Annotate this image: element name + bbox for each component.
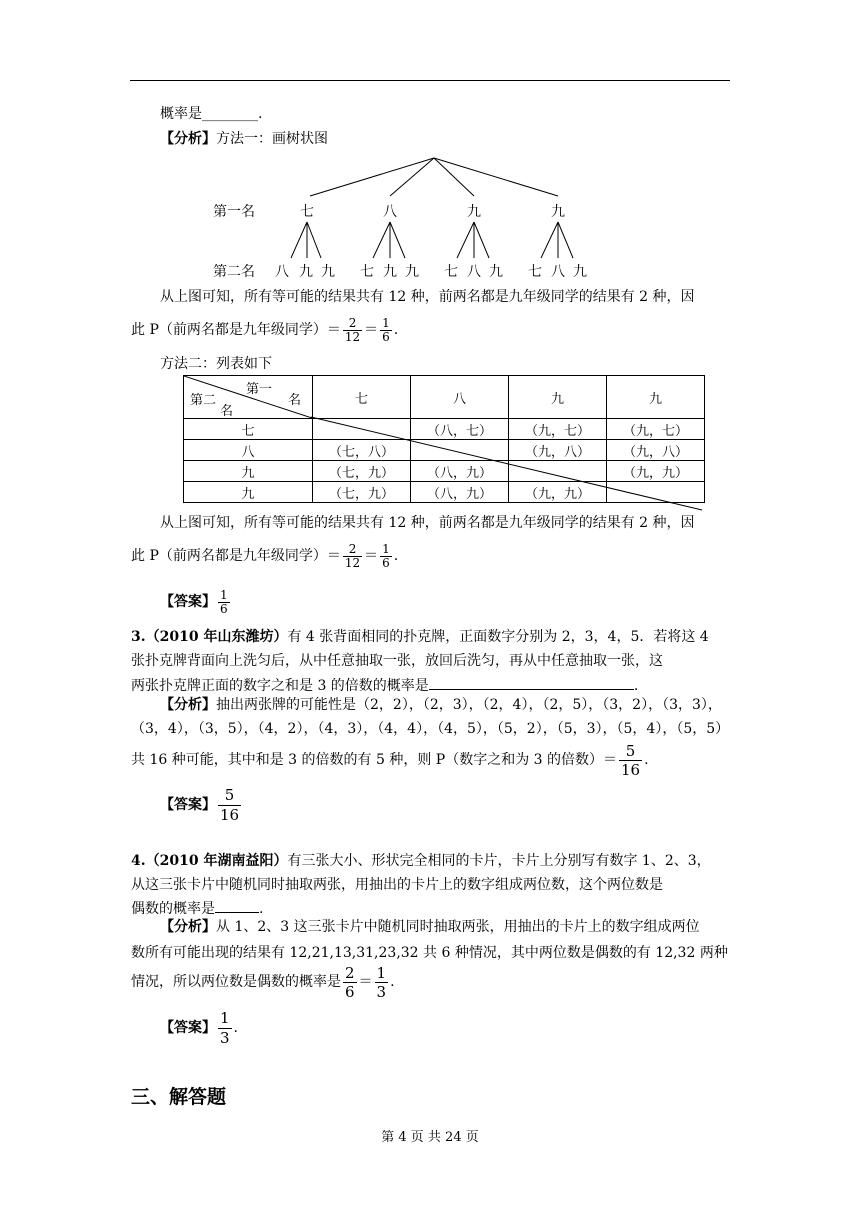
tree-leaf: 七 [528, 264, 542, 280]
q3-answer [160, 785, 243, 825]
q2-table-conclusion-line2: 此 P（前两名都是九年级同学）＝ $\frac{2}{12}$ ＝ $\frac{1}{6}$ . [131, 541, 399, 570]
q3-analysis-line1: 【分析】抽出两张牌的可能性是（2，2），（2，3），（2，4），（2，5），（3，2），（3，3）， [160, 697, 722, 713]
table-col-header: 九 [509, 376, 607, 419]
row-label: 九 [184, 461, 313, 482]
analysis-label: 【分析】 [160, 919, 216, 935]
fraction: $\frac{2}{12}$ [344, 315, 361, 344]
tree-leaf: 八 [551, 264, 565, 280]
q2-answer [160, 585, 232, 619]
q2-conclusion-line1: 从上图可知，所有等可能的结果共有 12 种，前两名都是九年级同学的结果有 2 种，因 [160, 289, 695, 305]
equals: ＝ [364, 322, 379, 338]
table-col-header: 七 [313, 376, 411, 419]
tree-row1-label: 第一名 [213, 204, 255, 220]
tree-leaf: 八 [467, 264, 481, 280]
table-cell: （七，九） [313, 461, 411, 482]
answer-label: 【答案】 [160, 797, 216, 813]
question-number: 3. [131, 629, 146, 645]
tree-leaf: 九 [321, 264, 335, 280]
fraction: $\frac{1}{6}$ [382, 541, 390, 570]
tree-row2-label: 第二名 [213, 264, 255, 280]
fraction: $\frac{1}{6}$ [382, 315, 390, 344]
answer-blank [215, 898, 259, 913]
tree-leaf: 七 [360, 264, 374, 280]
row-label: 九 [184, 482, 313, 503]
tree-leaf: 八 [275, 264, 289, 280]
method-one: 方法一：画树状图 [216, 131, 328, 147]
top-line: 概率是________. [160, 106, 263, 122]
question-number: 4. [131, 853, 146, 869]
q4-analysis-line1: 【分析】从 1、2、3 这三张卡片中随机同时抽取两张，用抽出的卡片上的数字组成两位 [160, 919, 700, 935]
fraction: $\frac{5}{16}$ [621, 741, 641, 779]
table-cell: （九，九） [607, 461, 705, 482]
table-cell: （九，九） [509, 482, 607, 503]
tree-leaf: 九 [383, 264, 397, 280]
table-corner: 第一 名 第二 名 [184, 376, 313, 419]
tree-node: 七 [300, 204, 314, 220]
q4-line2: 从这三张卡片中随机同时抽取两张，用抽出的卡片上的数字组成两位数，这个两位数是 [131, 877, 663, 893]
table-col-header: 八 [411, 376, 509, 419]
table-cell: （八，七） [411, 419, 509, 440]
tree-node: 八 [383, 204, 397, 220]
fraction: $\frac{1}{3}$ [376, 963, 387, 1001]
prob-label: 此 P（前两名都是九年级同学）＝ [131, 322, 341, 338]
q3-analysis-line3: 共 16 种可能，其中和是 3 的倍数的有 5 种，则 P（数字之和为 3 的倍数）＝ $\frac{5}{16}$ . [131, 741, 649, 779]
table-cell: （九，七） [607, 419, 705, 440]
table-cell: （七，九） [313, 482, 411, 503]
table-col-header: 九 [607, 376, 705, 419]
tree-leaf: 九 [489, 264, 503, 280]
q3-line3: 两张扑克牌正面的数字之和是 3 的倍数的概率是 . [131, 675, 638, 696]
q4-analysis-line3: 情况，所以两位数是偶数的概率是 $\frac{2}{6}$ ＝ $\frac{1}{3}$ . [131, 963, 395, 1001]
q4-answer: 【答案】 $\frac{1}{3}$ . [160, 1008, 238, 1047]
section-title: 三、解答题 [131, 1086, 227, 1108]
q3-line1: 3.（2010 年山东潍坊）有 4 张背面相同的扑克牌，正面数字分别为 2，3，4，5．若将这 4 [131, 629, 709, 645]
tree-leaf: 九 [573, 264, 587, 280]
analysis-label: 【分析】 [160, 697, 216, 713]
answer-label: 【答案】 [160, 594, 216, 610]
tree-leaf: 七 [444, 264, 458, 280]
analysis-label: 【分析】 [160, 131, 216, 147]
row-label: 八 [184, 440, 313, 461]
q4-line3: 偶数的概率是 . [131, 898, 263, 919]
tree-leaf: 九 [405, 264, 419, 280]
table-cell: （八，九） [411, 482, 509, 503]
question-source: （2010 年山东潍坊） [145, 629, 288, 645]
question-source: （2010 年湖南益阳） [145, 853, 288, 869]
fraction: $\frac{2}{12}$ [344, 541, 361, 570]
table-cell: （九，八） [509, 440, 607, 461]
fraction: $\frac{2}{6}$ [345, 963, 355, 1001]
q3-analysis-line2: （3，4），（3，5），（4，2），（4，3），（4，4），（4，5），（5，2），（5，3），（5，4），（5，5） [131, 721, 730, 737]
q2-table-conclusion-line1: 从上图可知，所有等可能的结果共有 12 种，前两名都是九年级同学的结果有 2 种，因 [160, 515, 695, 531]
row-label: 七 [184, 419, 313, 440]
method-two: 方法二：列表如下 [160, 356, 272, 372]
tree-leaf: 九 [299, 264, 313, 280]
tree-node: 九 [551, 204, 565, 220]
page-footer: 第 4 页 共 24 页 [381, 1130, 479, 1145]
answer-label: 【答案】 [160, 1020, 216, 1036]
period: . [393, 322, 399, 338]
answer-blank [429, 675, 634, 690]
q4-analysis-line2: 数所有可能出现的结果有 12,21,13,31,23,32 共 6 种情况，其中两位数是偶数的有 12,32 两种 [131, 945, 728, 961]
table-cell: （九，八） [607, 440, 705, 461]
table-cell: （七，八） [313, 440, 411, 461]
answer-fraction: $\frac{5}{16}$ [220, 785, 240, 824]
table-cell: （九，七） [509, 419, 607, 440]
q4-line1: 4.（2010 年湖南益阳）有三张大小、形状完全相同的卡片，卡片上分别写有数字 1、2、3， [131, 853, 711, 869]
q3-line2: 张扑克牌背面向上洗匀后，从中任意抽取一张，放回后洗匀，再从中任意抽取一张，这 [131, 653, 663, 669]
answer-fraction: $\frac{1}{3}$ [220, 1008, 230, 1047]
answer-fraction: $\frac{1}{6}$ [220, 587, 228, 616]
tree-node: 九 [467, 204, 481, 220]
table-cell: （八，九） [411, 461, 509, 482]
